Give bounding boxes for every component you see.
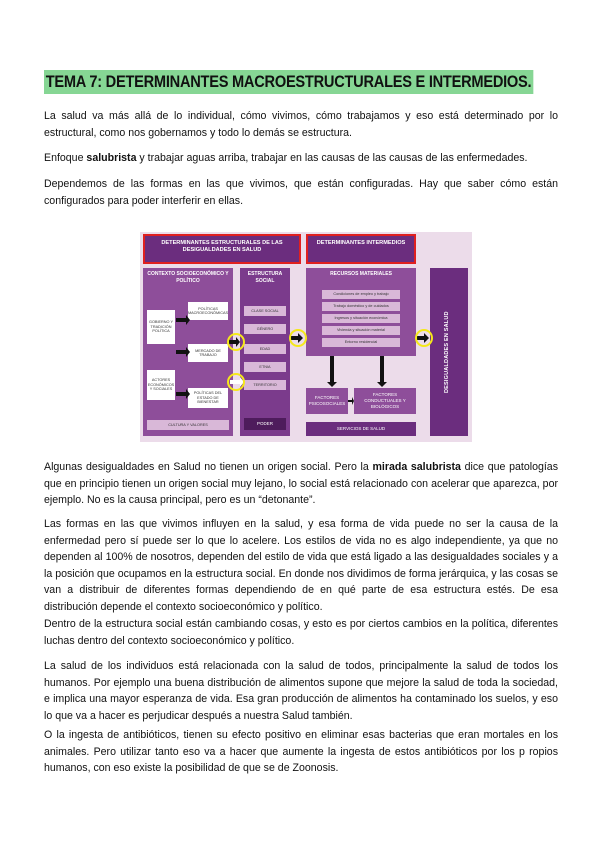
paragraph-origen-social: [44, 459, 558, 509]
resource-item: Ingresos y situación económica: [322, 314, 400, 323]
left-item-government: GOBIERNO Y TRADICIÓN POLÍTICA: [147, 310, 175, 344]
resource-item: Entorno residencial: [322, 338, 400, 347]
resource-item: Trabajo doméstico y de cuidados: [322, 302, 400, 311]
bold-term: mirada salubrista: [372, 461, 461, 473]
health-services: SERVICIOS DE SALUD: [306, 422, 416, 436]
arrow-right: [176, 347, 190, 357]
left-item-actors: ACTORES ECONÓMICOS Y SOCIALES: [147, 370, 175, 400]
diagram-arrows: [140, 232, 472, 442]
paragraph-salubrista: [44, 150, 558, 167]
factor-behavioral: FACTORES CONDUCTUALES Y BIOLÓGICOS: [354, 388, 416, 414]
structure-item: CLASE SOCIAL: [244, 306, 286, 316]
resource-item: Vivienda y situación material: [322, 326, 400, 335]
arrow-right: [348, 397, 354, 405]
determinants-diagram: [140, 232, 472, 442]
arrow-right: [290, 333, 303, 343]
arrow-right: [176, 315, 190, 325]
paragraph-antibioticos: O la ingesta de antibióticos, tienen su efecto positivo en eliminar esas bacterias que eran mortales en los animales. Pero utilizar tanto eso va a hacer que aumente la ingesta de estos antibióticos por los p ropios humanos, con eso existe la posibilidad de que se de Zoonosis.: [44, 729, 558, 774]
arrow-right: [176, 389, 190, 399]
factor-psychosocial: FACTORES PSICOSOCIALES: [306, 388, 348, 414]
bold-term: salubrista: [86, 152, 137, 164]
structure-item: TERRITORIO: [244, 380, 286, 390]
header-intermediate: DETERMINANTES INTERMEDIOS: [306, 234, 416, 264]
paragraph-formas-vida: Las formas en las que vivimos influyen en la salud, y esa forma de vida puede no ser la causa de la enfermedad pero sí puede ser lo que lo acelere. Los estilos de vida no es algo independiente, ya que no dependen al 100% de nosotros, dependen del estilo de vida que está ligado a las desigualdades sociales y a la posición que ocupamos en la estructura social. En donde nos dividimos de forma jerárquica, y las cosas se van a distribuir de diferentes formas dependiendo de en qué parte de esa estructura estés. De esa distribución depende el contexto socioeconómico y político.: [44, 518, 558, 613]
structure-column-title: ESTRUCTURA SOCIAL: [247, 271, 283, 284]
text-span: Enfoque: [44, 152, 87, 164]
policy-welfare: POLÍTICAS DEL ESTADO DE BIENESTAR: [188, 388, 228, 408]
text-span: dice que patologías que en principio tienen un origen social muy lejano, lo social está relacionado con acelerar que aparezca, por ejemplo. No es la causa principal, pero es un “detonante”.: [44, 461, 558, 506]
paragraph-dependemos: Dependemos de las formas en las que vivimos, que están configuradas. Hay que saber cómo están configurados para poder interferir en ellas.: [44, 178, 558, 207]
header-structural: DETERMINANTES ESTRUCTURALES DE LAS DESIGUALDADES EN SALUD: [143, 234, 301, 264]
paragraph-estructura: Dentro de la estructura social están cambiando cosas, y esto es por ciertos cambios en la política, diferentes luchas dentro del contexto socioeconómico y político.: [44, 618, 558, 647]
structure-item: GÉNERO: [244, 324, 286, 334]
arrow-right: [416, 333, 429, 343]
culture-values: CULTURA Y VALORES: [147, 420, 229, 430]
outcome-label: DESIGUALDADES EN SALUD: [444, 311, 450, 393]
text-span: y trabajar aguas arriba, trabajar en las causas de las causas de las enfermedades.: [136, 152, 528, 164]
policy-macro: POLÍTICAS MACROECONÓMICAS: [188, 302, 228, 320]
resources-column-title: RECURSOS MATERIALES: [330, 271, 392, 277]
arrow-left-white: [230, 377, 244, 387]
paragraph-intro: La salud va más allá de lo individual, cómo vivimos, cómo trabajamos y eso está determinado por lo estructural, como nos gobernamos y todo lo demás se estructura.: [44, 110, 558, 139]
resource-item: Condiciones de empleo y trabajo: [322, 290, 400, 299]
structure-item: EDAD: [244, 344, 286, 354]
text-span: Algunas desigualdades en Salud no tienen un origen social. Pero la: [44, 461, 373, 473]
paragraph-salud-todos: La salud de los individuos está relacionada con la salud de todos, principalmente la salud de todos los humanos. Por ejemplo una buena distribución de alimentos supone que mejore la salud de toda la sociedad, e implica una mayor esperanza de vida. Esa gran producción de alimentos ha contaminado los suelos, y eso lo que va a hacer es perjudicar después a nuestra Salud también.: [44, 660, 558, 722]
page-title: TEMA 7: DETERMINANTES MACROESTRUCTURALES E INTERMEDIOS.: [44, 70, 533, 94]
arrow-down: [327, 356, 337, 387]
power-label: PODER: [244, 418, 286, 430]
arrow-down: [377, 356, 387, 387]
policy-labor: MERCADO DE TRABAJO: [188, 344, 228, 362]
structure-item: ETNIA: [244, 362, 286, 372]
context-column-title: CONTEXTO SOCIOECONÓMICO Y POLÍTICO: [147, 271, 229, 284]
